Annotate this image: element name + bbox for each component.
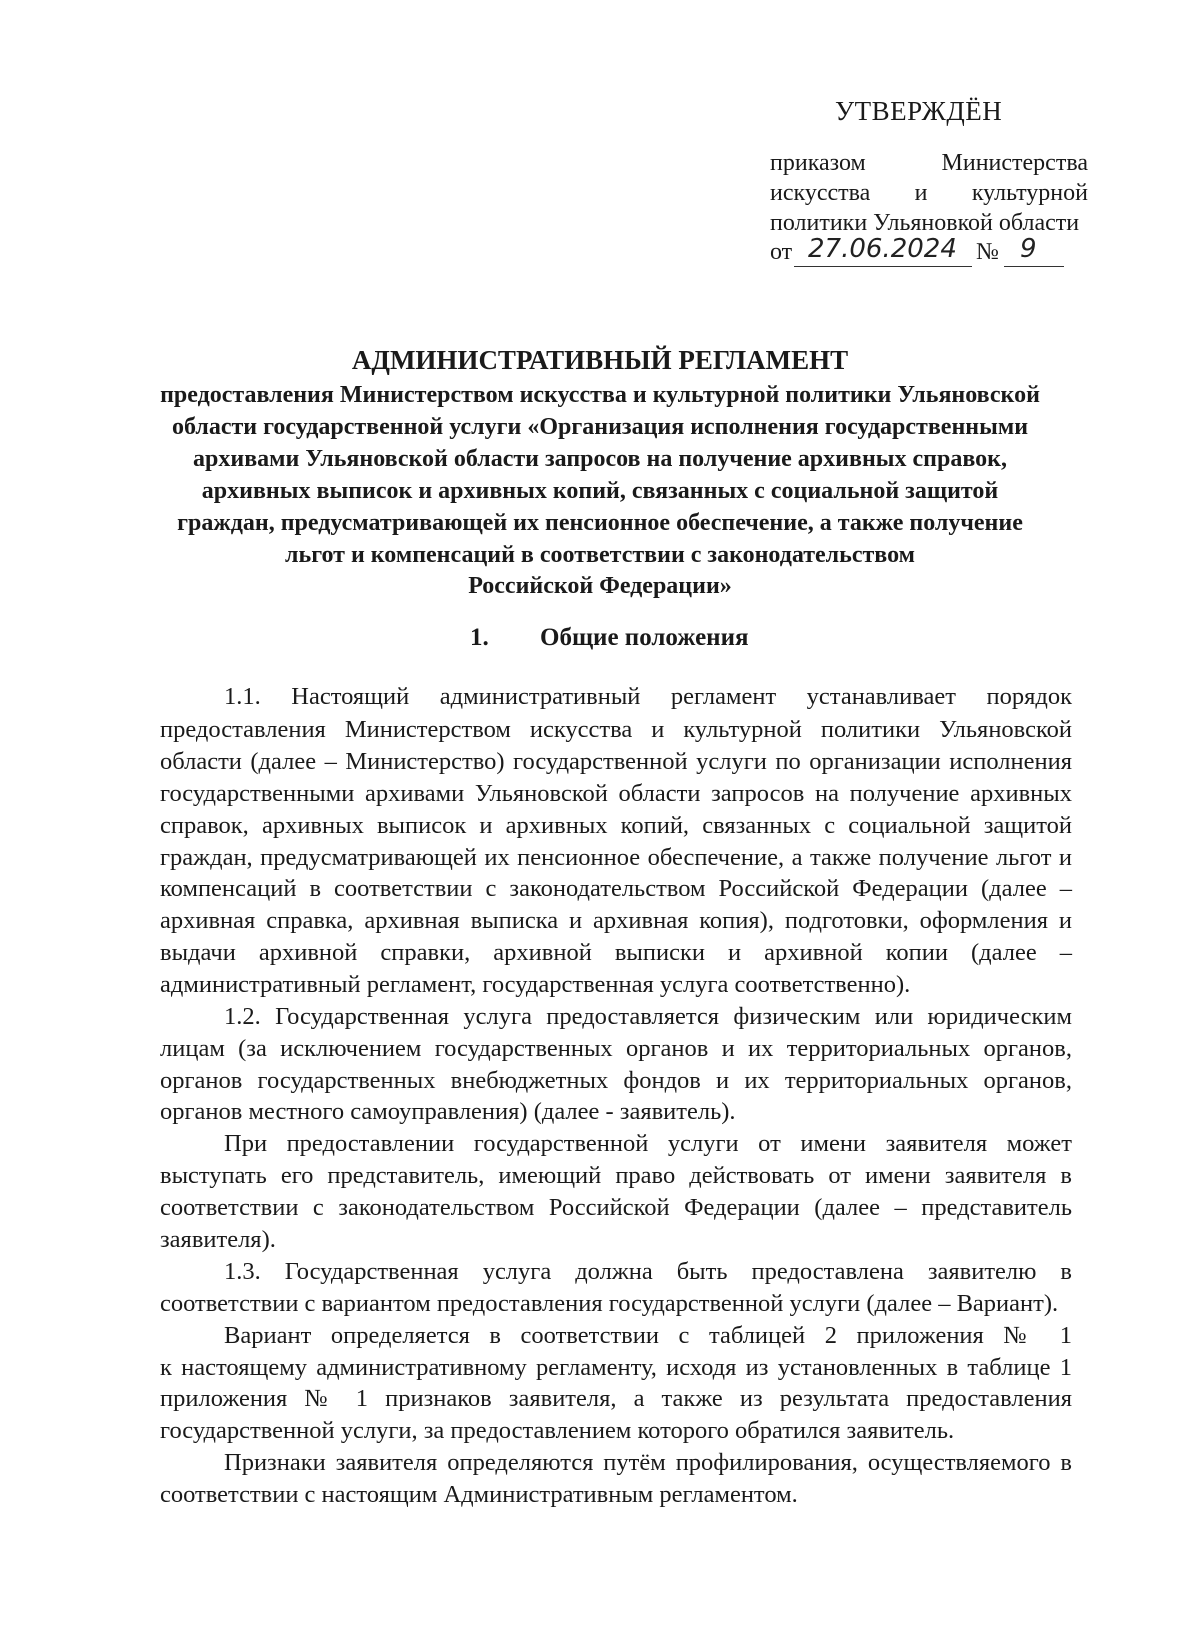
paragraph-line: заявителя). xyxy=(160,1226,276,1253)
paragraph-line: выдачи архивной справки, архивной выписки и архивной копии (далее – xyxy=(160,939,1072,966)
paragraph-line: органов государственных внебюджетных фондов и их территориальных органов, xyxy=(160,1067,1072,1094)
paragraph-line: соответствии с законодательством Российской Федерации (далее – представитель xyxy=(160,1194,1072,1221)
section-number: 1. xyxy=(470,624,489,651)
approval-word: приказом xyxy=(770,150,866,176)
paragraph-line: компенсаций в соответствии с законодательством Российской Федерации (далее – xyxy=(160,875,1072,902)
paragraph-line: государственной услуги, за предоставлением которого обратился заявитель. xyxy=(160,1417,955,1444)
paragraph-line: 1.1. Настоящий административный регламент устанавливает порядок xyxy=(224,683,1072,710)
paragraph-line: к настоящему административному регламенту, исходя из установленных в таблице 1 xyxy=(160,1354,1072,1381)
subtitle-line: архивных выписок и архивных копий, связанных с социальной защитой xyxy=(201,478,999,504)
section-heading xyxy=(0,624,1200,658)
document-title: АДМИНИСТРАТИВНЫЙ РЕГЛАМЕНТ xyxy=(351,345,849,375)
paragraph-line: справок, архивных выписок и архивных копий, связанных с социальной защитой xyxy=(160,812,1072,839)
approval-word: и xyxy=(914,180,928,206)
paragraph-line: государственными архивами Ульяновской области запросов на получение архивных xyxy=(160,780,1072,807)
approval-line-2 xyxy=(770,178,1088,208)
paragraph-line: соответствии с настоящим Административным регламентом. xyxy=(160,1481,798,1508)
number-underline xyxy=(1004,266,1064,267)
subtitle-line: архивами Ульяновской области запросов на получение архивных справок, xyxy=(193,446,1007,472)
section-title: Общие положения xyxy=(540,624,749,651)
paragraph-line: 1.2. Государственная услуга предоставляется физическим или юридическим xyxy=(224,1003,1072,1030)
paragraph-line: области (далее – Министерство) государственной услуги по организации исполнения xyxy=(160,748,1072,775)
approval-title: УТВЕРЖДЁН xyxy=(835,96,1003,126)
paragraph-line: Признаки заявителя определяются путём профилирования, осуществляемого в xyxy=(224,1449,1072,1476)
paragraph-line: 1.3. Государственная услуга должна быть предоставлена заявителю в xyxy=(224,1258,1072,1285)
order-reference xyxy=(770,236,1090,270)
approval-word: культурной xyxy=(971,180,1088,206)
subtitle-line: граждан, предусматривающей их пенсионное обеспечение, а также получение xyxy=(177,510,1023,536)
subtitle-line: предоставления Министерством искусства и культурной политики Ульяновской xyxy=(160,382,1040,408)
paragraph-line: выступать его представитель, имеющий право действовать от имени заявителя в xyxy=(160,1162,1072,1189)
paragraph-line: приложения № 1 признаков заявителя, а также из результата предоставления xyxy=(160,1385,1072,1412)
paragraph-line: предоставления Министерством искусства и культурной политики Ульяновской xyxy=(160,716,1072,743)
date-underline xyxy=(794,266,972,267)
order-number-label: № xyxy=(976,239,999,265)
subtitle-line: Российской Федерации» xyxy=(468,573,732,599)
subtitle-line: области государственной услуги «Организация исполнения государственными xyxy=(171,414,1029,440)
order-prefix: от xyxy=(770,239,793,265)
approval-word: искусства xyxy=(770,180,871,206)
paragraph-line: архивная справка, архивная выписка и архивная копия), подготовки, оформления и xyxy=(160,907,1072,934)
paragraph-line: Вариант определяется в соответствии с таблицей 2 приложения № 1 xyxy=(224,1322,1072,1349)
paragraph-line: административный регламент, государственная услуга соответственно). xyxy=(160,971,911,998)
approval-word: политики Ульяновкой области xyxy=(770,210,1080,236)
paragraph-line: лицам (за исключением государственных органов и их территориальных органов, xyxy=(160,1035,1072,1062)
paragraph-line: органов местного самоуправления) (далее - заявитель). xyxy=(160,1098,736,1125)
order-date-handwritten: 27.06.2024 xyxy=(808,234,957,264)
order-number-handwritten: 9 xyxy=(1020,234,1037,264)
paragraph-line: При предоставлении государственной услуги от имени заявителя может xyxy=(224,1130,1072,1157)
paragraph-line: соответствии с вариантом предоставления государственной услуги (далее – Вариант). xyxy=(160,1290,1059,1317)
approval-line-1 xyxy=(770,148,1088,178)
approval-word: Министерства xyxy=(941,150,1088,176)
subtitle-line: льгот и компенсаций в соответствии с законодательством xyxy=(285,542,915,568)
paragraph-line: граждан, предусматривающей их пенсионное обеспечение, а также получение льгот и xyxy=(160,844,1072,871)
